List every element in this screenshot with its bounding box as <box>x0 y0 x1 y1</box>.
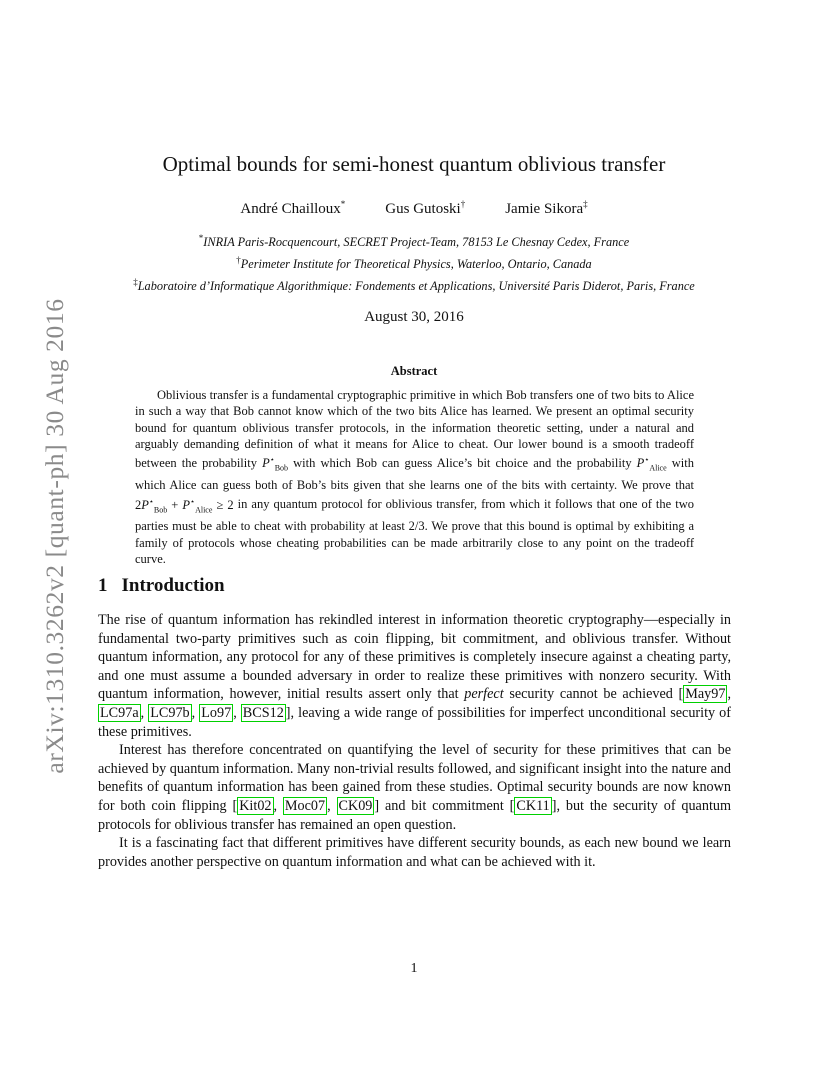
introduction-body <box>98 611 731 871</box>
citation-link[interactable]: May97 <box>685 686 726 703</box>
math-p-alice: $P^⋆_{Alice}$ <box>636 455 667 473</box>
citation-link[interactable]: CK11 <box>516 797 550 814</box>
arxiv-identifier: arXiv:1310.3262v2 [quant-ph] 30 Aug 2016 <box>40 298 69 774</box>
citation-link[interactable]: Moc07 <box>284 797 326 814</box>
citation-link[interactable]: Kit02 <box>239 797 272 814</box>
author: Jamie Sikora‡ <box>505 199 588 217</box>
citation-link[interactable]: CK09 <box>338 797 373 814</box>
paper-date: August 30, 2016 <box>364 309 464 325</box>
citation-link[interactable]: BCS12 <box>242 704 284 721</box>
paragraph: It is a fascinating fact that different primitives have different security bounds, as each new bound we learn provides another perspective on quantum information and what can be achieved with it. <box>98 835 731 870</box>
citation-link[interactable]: LC97a <box>100 704 139 721</box>
paper-title: Optimal bounds for semi-honest quantum oblivious transfer <box>162 152 666 176</box>
section-heading: 1 Introduction <box>98 575 225 596</box>
abstract-heading: Abstract <box>390 364 438 378</box>
affiliation: ‡Laboratoire d’Informatique Algorithmique: Fondements et Applications, Université Paris Diderot, Paris, France <box>133 277 695 294</box>
math-inequality: $2P^⋆_{Bob} + P^⋆_{Alice} \ge 2$ <box>135 496 234 515</box>
affiliation: †Perimeter Institute for Theoretical Physics, Waterloo, Ontario, Canada <box>236 255 592 272</box>
author: André Chailloux* <box>240 199 346 217</box>
math-p-bob: $P^⋆_{Bob}$ <box>262 455 289 473</box>
citation-link[interactable]: Lo97 <box>201 704 232 721</box>
math-fraction: 2/3 <box>408 519 425 534</box>
citation-link[interactable]: LC97b <box>150 704 190 721</box>
author-list <box>0 199 828 218</box>
paragraph: The rise of quantum information has rekindled interest in information theoretic cryptography—especially in fundamental two-party primitives such as coin flipping, bit commitment, and oblivious transfer. Without quantum information, any protocol for any of these primitives is completely insecure against a cheating party, and one must assume a bounded adversary in order to realize these primitives with nonzero security. With quantum information, however, initial results assert only that perfect security cannot be achieved [ May97 , LC97a , LC97b , Lo97 , BCS12 ], leaving a wide range of possibilities for imperfect unconditional security of these primitives. <box>98 612 731 740</box>
author: Gus Gutoski† <box>385 199 466 217</box>
affiliation: *INRIA Paris-Rocquencourt, SECRET Project-Team, 78153 Le Chesnay Cedex, France <box>198 233 630 250</box>
paragraph: Interest has therefore concentrated on quantifying the level of security for these primitives that can be achieved by quantum information. Many non-trivial results followed, and significant insight into the nature and benefits of quantum information has been gained from these studies. Optimal security bounds are now known for both coin flipping [ Kit02 , Moc07 , CK09 ] and bit commitment [ CK11 ], but the security of quantum protocols for oblivious transfer has remained an open question. <box>98 742 732 833</box>
abstract-text: Oblivious transfer is a fundamental cryptographic primitive in which Bob transfers one of two bits to Alice in such a way that Bob cannot know which of the two bits Alice has learned. We present an optimal security bound for quantum oblivious transfer protocols, in the information theoretic setting, under a natural and arguably demanding definition of what it means for Alice to cheat. Our lower bound is a smooth tradeoff between the probability $P^⋆_{Bob}$ with which Bob can guess Alice’s bit choice and the probability $P^⋆_{Alice}$ with which Alice can guess both of Bob’s bits given that she learns one of the bits with certainty. We prove that $2P^⋆_{Bob} + P^⋆_{Alice} \ge 2$ in any quantum protocol for oblivious transfer, from which it follows that one of the two parties must be able to cheat with probability at least 2/3. We prove that this bound is optimal by exhibiting a family of protocols whose cheating probabilities can be made arbitrarily close to any point on the tradeoff curve. <box>135 388 695 566</box>
page-number: 1 <box>410 961 418 976</box>
